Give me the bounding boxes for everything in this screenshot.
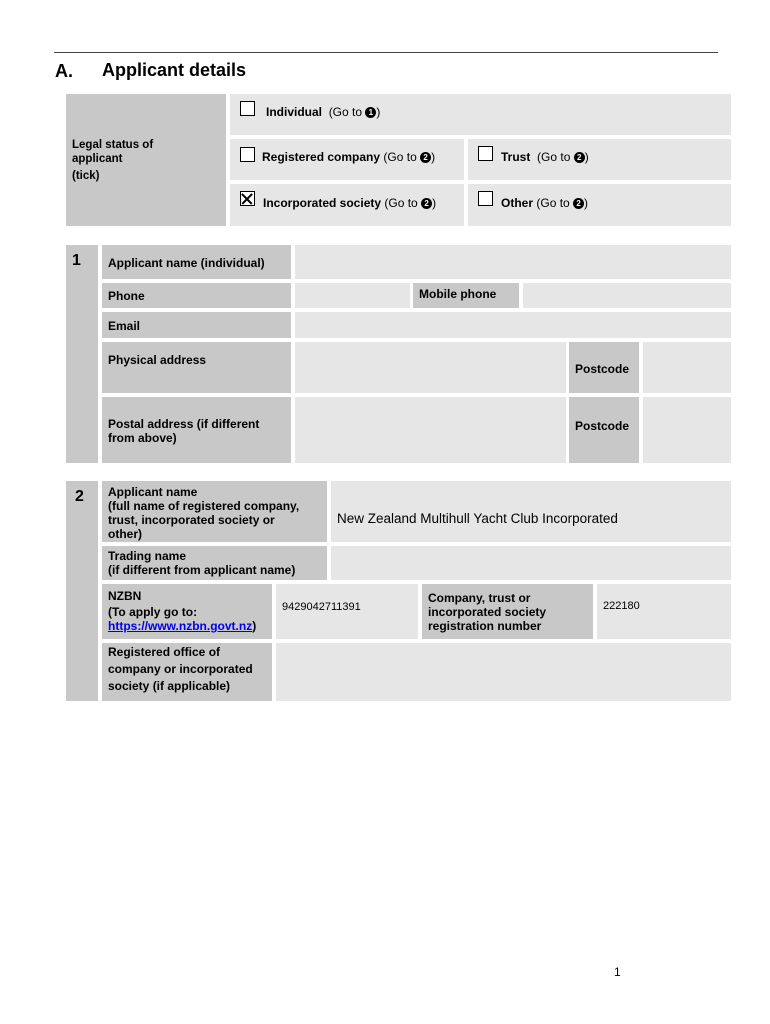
registered-company-checkbox[interactable] <box>240 147 255 162</box>
trading-name-label-1: Trading name <box>108 549 187 563</box>
other-name: Other <box>501 196 534 210</box>
mobile-phone-field[interactable] <box>523 283 731 308</box>
reg-number-label-cell <box>422 584 593 639</box>
trading-name-label-cell <box>102 546 327 580</box>
trading-name-field[interactable] <box>331 546 731 580</box>
applicant-name-org-field[interactable] <box>331 481 731 542</box>
reg-office-label-3: society (if applicable) <box>108 679 231 693</box>
reg-number-field[interactable] <box>597 584 731 639</box>
phone-field[interactable] <box>295 283 410 308</box>
incorporated-society-option-label <box>263 196 436 210</box>
reg-office-label-1: Registered office of <box>108 645 221 659</box>
reg-office-label-cell <box>102 643 272 701</box>
legal-status-label-3: (tick) <box>72 170 100 182</box>
registered-company-name: Registered company <box>262 150 381 164</box>
nzbn-link-line <box>102 619 272 633</box>
incorporated-society-goto: (Go to <box>384 196 422 210</box>
applicant-name-org-label-3: trust, incorporated society or <box>108 513 275 527</box>
legal-status-label-cell <box>66 94 226 226</box>
nzbn-label-2: (To apply go to: <box>108 605 198 619</box>
postal-address-label-2: from above) <box>108 431 177 445</box>
goto-2-icon: 2 <box>420 152 431 163</box>
applicant-name-org-label-2: (full name of registered company, <box>108 499 300 513</box>
postal-address-field[interactable] <box>295 397 566 463</box>
part1-number-cell <box>66 245 98 463</box>
individual-goto-end: ) <box>376 105 381 119</box>
option-trust-cell[interactable] <box>468 139 731 180</box>
legal-status-label-1: Legal status of <box>72 139 154 151</box>
other-option-label <box>501 196 588 210</box>
postal-address-label-1: Postal address (if different <box>108 417 260 431</box>
nzbn-field[interactable] <box>276 584 418 639</box>
nzbn-label-1: NZBN <box>108 589 142 603</box>
goto-2-icon: 2 <box>574 152 585 163</box>
option-registered-company-cell[interactable] <box>230 139 464 180</box>
goto-1-icon: 1 <box>365 107 376 118</box>
nzbn-label-cell <box>102 584 272 639</box>
mobile-phone-label: Mobile phone <box>413 283 519 308</box>
applicant-name-org-value: New Zealand Multihull Yacht Club Incorporated <box>337 511 618 526</box>
other-checkbox[interactable] <box>478 191 493 206</box>
trust-checkbox[interactable] <box>478 146 493 161</box>
reg-number-label-3: registration number <box>428 619 542 633</box>
physical-postcode-field[interactable] <box>643 342 731 393</box>
postal-postcode-field[interactable] <box>643 397 731 463</box>
reg-office-label-2: company or incorporated <box>108 662 253 676</box>
nzbn-link-suffix: ) <box>252 619 257 633</box>
nzbn-link[interactable]: https://www.nzbn.govt.nz <box>108 619 253 633</box>
part1-number: 1 <box>72 252 81 269</box>
trading-name-label-2: (if different from applicant name) <box>108 563 296 577</box>
reg-office-field[interactable] <box>276 643 731 701</box>
other-goto-end: ) <box>584 196 589 210</box>
goto-2-icon: 2 <box>573 198 584 209</box>
trust-name: Trust <box>501 150 531 164</box>
postal-address-label-cell <box>102 397 291 463</box>
applicant-name-individual-label: Applicant name (individual) <box>102 245 291 279</box>
nzbn-value: 9429042711391 <box>282 601 361 613</box>
email-field[interactable] <box>295 312 731 338</box>
physical-address-label: Physical address <box>102 342 291 393</box>
legal-status-label-2: applicant <box>72 153 123 165</box>
individual-option-label <box>266 105 380 119</box>
incorporated-society-name: Incorporated society <box>263 196 382 210</box>
trust-goto-end: ) <box>584 150 589 164</box>
top-rule <box>54 52 718 53</box>
registered-company-goto-end: ) <box>431 150 436 164</box>
applicant-name-org-label-4: other) <box>108 527 142 541</box>
section-title: Applicant details <box>102 60 247 80</box>
individual-goto: (Go to <box>328 105 366 119</box>
applicant-name-org-label-cell <box>102 481 327 542</box>
section-letter: A. <box>55 61 73 81</box>
registered-company-option-label <box>262 150 435 164</box>
registered-company-goto: (Go to <box>383 150 421 164</box>
trust-option-label <box>501 150 589 164</box>
applicant-name-individual-field[interactable] <box>295 245 731 279</box>
page-number: 1 <box>614 965 621 979</box>
postal-postcode-label: Postcode <box>569 397 639 463</box>
option-incorporated-society-cell[interactable] <box>230 184 464 226</box>
trust-goto: (Go to <box>537 150 574 164</box>
goto-2-icon: 2 <box>421 198 432 209</box>
physical-address-field[interactable] <box>295 342 566 393</box>
applicant-name-org-label-1: Applicant name <box>108 485 198 499</box>
email-label: Email <box>102 312 291 338</box>
option-other-cell[interactable] <box>468 184 731 226</box>
part2-number: 2 <box>75 488 84 505</box>
individual-checkbox[interactable] <box>240 101 255 116</box>
incorporated-society-checkbox[interactable] <box>240 191 255 206</box>
option-individual-cell[interactable] <box>230 94 731 135</box>
other-goto: (Go to <box>536 196 574 210</box>
phone-label: Phone <box>102 283 291 308</box>
incorporated-society-goto-end: ) <box>432 196 437 210</box>
individual-name: Individual <box>266 105 323 119</box>
reg-number-label-1: Company, trust or <box>428 591 531 605</box>
part2-number-cell <box>66 481 98 701</box>
reg-number-label-2: incorporated society <box>428 605 547 619</box>
reg-number-value: 222180 <box>603 600 640 612</box>
physical-postcode-label: Postcode <box>569 342 639 393</box>
